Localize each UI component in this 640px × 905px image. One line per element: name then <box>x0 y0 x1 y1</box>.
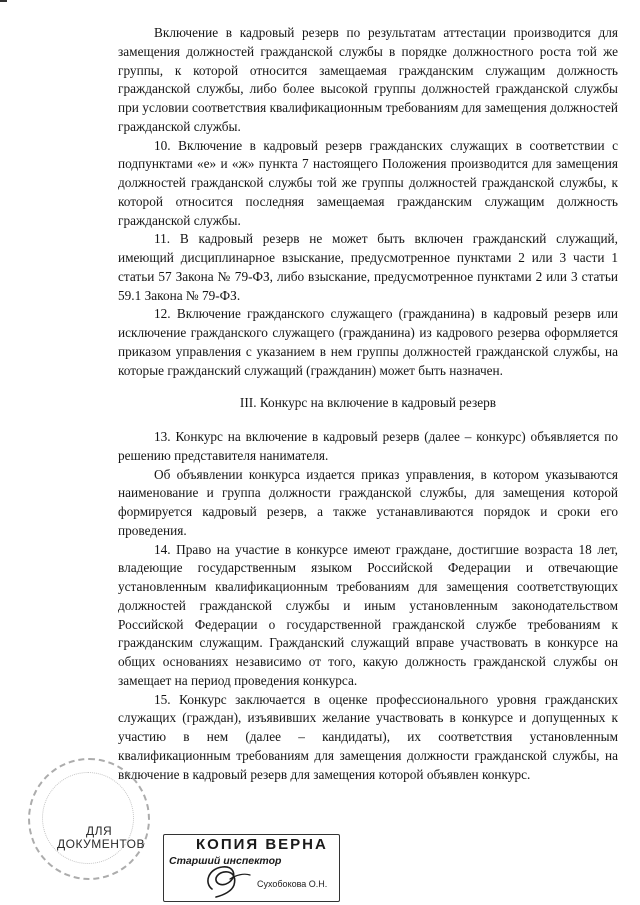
document-body <box>118 24 618 784</box>
paragraph-12: 12. Включение гражданского служащего (гражданина) в кадровый резерв или исключение гражданского служащего (гражданина) из кадрового резерва оформляется приказом управления с указанием в нем группы должностей гражданской службы, на которые гражданский служащий (гражданин) может быть назначен. <box>118 306 618 378</box>
paragraph-13-order: Об объявлении конкурса издается приказ управления, в котором указываются наименование и группа должности гражданской службы, для замещения которой формируется кадровый резерв, а также устанавливаются порядок и сроки его проведения. <box>118 466 618 538</box>
seal-text-line2: ДОКУМЕНТОВ <box>57 837 146 851</box>
paragraph-14: 14. Право на участие в конкурсе имеют граждане, достигшие возраста 18 лет, владеющие государственным языком Российской Федерации и отвечающие установленным квалификационным требованиям для замещения соответствующих должностей гражданской службы и иным установленным законодательством Российской Федерации о государственной гражданской службе требованиям к гражданским служащим. Гражданский служащий вправе участвовать в конкурсе на общих основаниях независимо от того, какую должность гражданской службы он замещает на период проведения конкурса. <box>118 541 618 688</box>
paragraph-10: 10. Включение в кадровый резерв гражданских служащих в соответствии с подпунктами «е» и «ж» пункта 7 настоящего Положения производится для замещения должностей гражданской службы той же группы должностей гражданской службы, к которой относится последняя замещаемая гражданским служащим должность гражданской службы. <box>118 137 618 228</box>
stamp-role: Старший инспектор <box>169 855 282 867</box>
stamp-name: Сухобокова О.Н. <box>257 879 328 889</box>
scan-edge-mark <box>0 0 7 2</box>
stamp-title: КОПИЯ ВЕРНА <box>196 836 328 853</box>
copy-certified-stamp <box>163 834 340 902</box>
paragraph-15: 15. Конкурс заключается в оценке профессионального уровня гражданских служащих (граждан), изъявивших желание участвовать в конкурсе и допущенных к участию в нем (далее – кандидаты), их соответствия установленным квалификационным требованиям для замещения должности гражданской службы, на включение в кадровый резерв для замещения которой объявлен конкурс. <box>118 691 618 782</box>
round-seal <box>28 758 152 882</box>
paragraph-11: 11. В кадровый резерв не может быть включен гражданский служащий, имеющий дисциплинарное взыскание, предусмотренное пунктами 2 или 3 части 1 статьи 57 Закона № 79-ФЗ, либо взыскание, предусмотренное пунктами 2 или 3 статьи 59.1 Закона № 79-ФЗ. <box>118 231 618 303</box>
paragraph-13: 13. Конкурс на включение в кадровый резерв (далее – конкурс) объявляется по решению представителя нанимателя. <box>118 429 618 463</box>
section-heading: III. Конкурс на включение в кадровый резерв <box>239 395 497 411</box>
signature-mark <box>194 859 254 899</box>
paragraph-9-continuation: Включение в кадровый резерв по результатам аттестации производится для замещения должностей гражданской службы в порядке должностного роста той же группы, к которой относится замещаемая гражданским служащим должность гражданской службы, либо более высокой группы должностей гражданской службы при условии соответствия квалификационным требованиям для замещения должностей гражданской службы. <box>118 25 618 134</box>
seal-text-line1: ДЛЯ <box>86 824 113 838</box>
